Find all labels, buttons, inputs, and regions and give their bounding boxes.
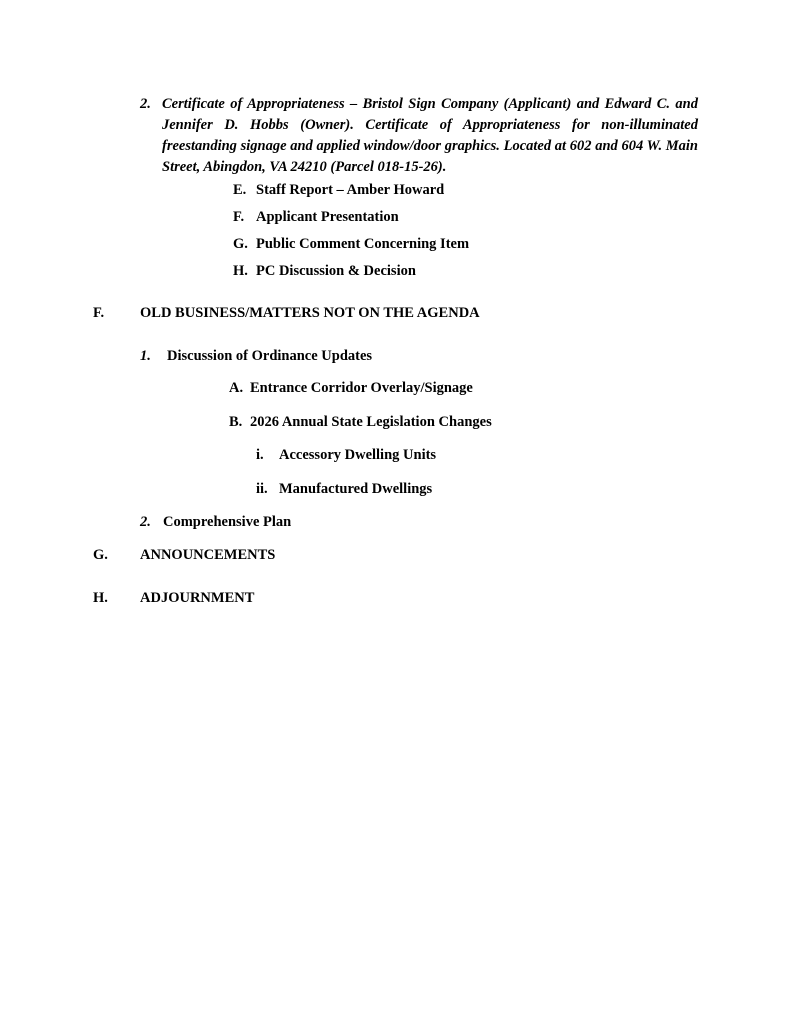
subitem-entrance-corridor [229, 379, 473, 397]
section-announcements [93, 546, 275, 564]
subsubitem-numeral: i. [256, 447, 264, 463]
agenda-item-label: Comprehensive Plan [163, 514, 292, 530]
agenda-item-ordinance-updates [140, 347, 372, 365]
subitem-applicant-presentation [233, 208, 399, 226]
agenda-item-number: 1. [140, 348, 151, 364]
section-title: OLD BUSINESS/MATTERS NOT ON THE AGENDA [140, 305, 480, 321]
subitem-letter: F. [233, 209, 245, 225]
subitem-letter: E. [233, 182, 247, 198]
subitem-staff-report [233, 181, 444, 199]
section-title: ADJOURNMENT [140, 590, 255, 606]
subitem-state-legislation [229, 413, 492, 431]
subsubitem-numeral: ii. [256, 481, 268, 497]
subsubitem-accessory-dwelling [256, 446, 436, 464]
subitem-label: Public Comment Concerning Item [256, 236, 470, 252]
subitem-label: Applicant Presentation [256, 209, 399, 225]
subitem-letter: B. [229, 414, 243, 430]
section-old-business [93, 304, 480, 322]
subsubitem-label: Accessory Dwelling Units [279, 447, 437, 463]
subitem-label: PC Discussion & Decision [256, 263, 416, 279]
agenda-item-comprehensive-plan [140, 513, 291, 531]
section-adjournment [93, 589, 254, 607]
section-title: ANNOUNCEMENTS [140, 547, 276, 563]
agenda-item-label: Discussion of Ordinance Updates [167, 348, 373, 364]
agenda-item-number: 2. [140, 514, 151, 530]
section-letter: H. [93, 590, 108, 606]
subitem-letter: H. [233, 263, 248, 279]
subitem-pc-discussion [233, 262, 416, 280]
subsubitem-manufactured-dwellings [256, 480, 432, 498]
agenda-item-description: Certificate of Appropriateness – Bristol Sign Company (Applicant) and Edward C. and Jennifer D. Hobbs (Owner). Certificate of Appropriateness for non-illuminated freestanding signage and applied window/door graphics. Located at 602 and 604 W. Main Street, Abingdon, VA 24210 (Parcel 018-15-26). [162, 96, 698, 175]
subitem-public-comment [233, 235, 469, 253]
agenda-item-certificate-of-appropriateness [140, 94, 698, 178]
subsubitem-label: Manufactured Dwellings [279, 481, 433, 497]
subitem-letter: G. [233, 236, 248, 252]
subitem-label: Staff Report – Amber Howard [256, 182, 445, 198]
subitem-label: 2026 Annual State Legislation Changes [250, 414, 492, 430]
section-letter: G. [93, 547, 108, 563]
subitem-letter: A. [229, 380, 244, 396]
section-letter: F. [93, 305, 105, 321]
subitem-label: Entrance Corridor Overlay/Signage [250, 380, 473, 396]
agenda-item-number: 2. [140, 96, 151, 112]
